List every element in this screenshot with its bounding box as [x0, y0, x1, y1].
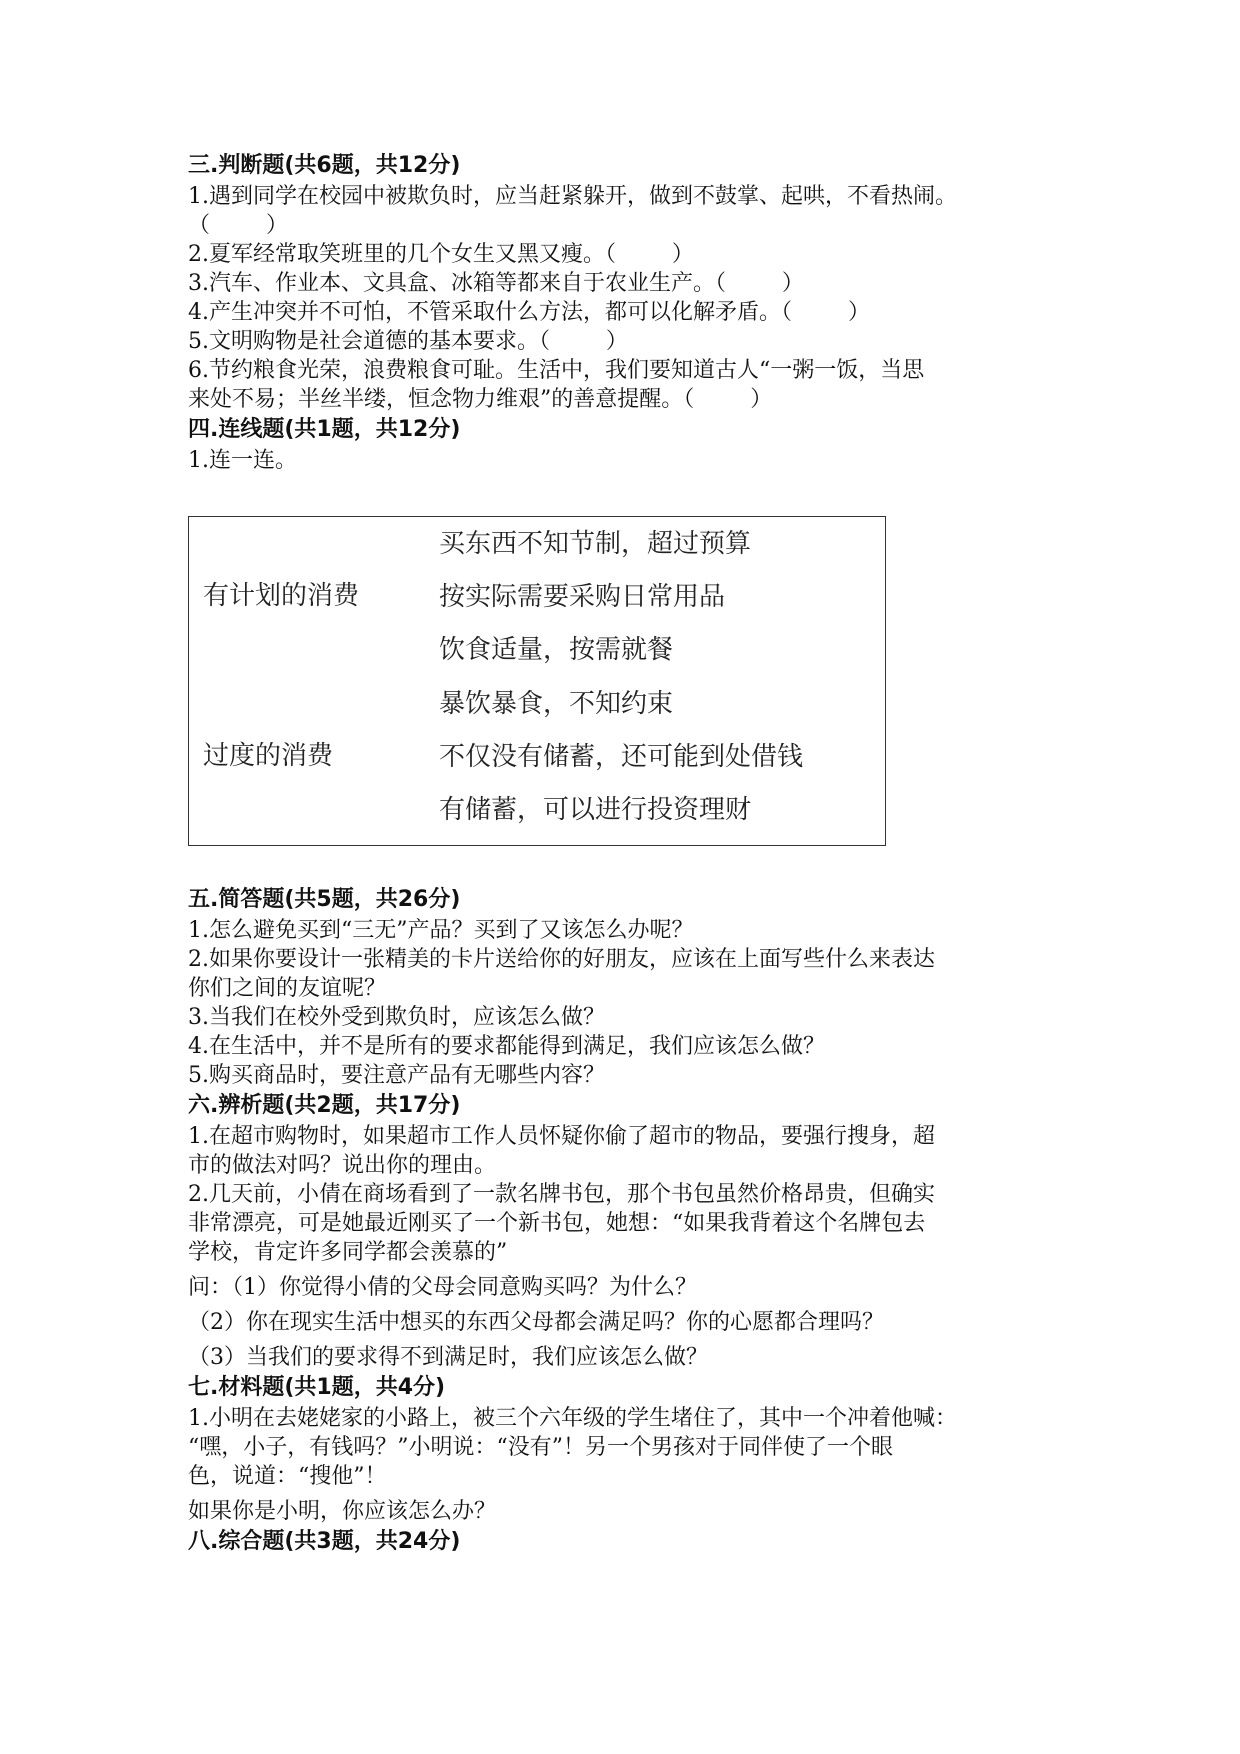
section-8-heading: 八.综合题(共3题，共24分): [188, 1529, 461, 1554]
short-q2-line1: 2.如果你要设计一张精美的卡片送给你的好朋友，应该在上面写些什么来表达: [188, 947, 935, 972]
short-q3: 3.当我们在校外受到欺负时，应该怎么做？: [188, 1005, 605, 1030]
analysis-sub3: （3）当我们的要求得不到满足时，我们应该怎么做？: [188, 1345, 708, 1370]
matching-box: [188, 516, 886, 846]
material-q1-line1: 1.小明在去姥姥家的小路上，被三个六年级的学生堵住了，其中一个冲着他喊：: [188, 1406, 957, 1431]
upper-content: [188, 150, 1068, 475]
judge-q2: 2.夏军经常取笑班里的几个女生又黑又瘦。（ ）: [188, 242, 694, 267]
judge-q6-line2: 来处不易；半丝半缕，恒念物力维艰”的善意提醒。（ ）: [188, 387, 773, 412]
short-q2-line2: 你们之间的友谊呢？: [188, 976, 387, 1001]
match-right-item[interactable]: 按实际需要采购日常用品: [439, 582, 726, 612]
lower-content: [188, 884, 1068, 1558]
judge-q3: 3.汽车、作业本、文具盒、冰箱等都来自于农业生产。（ ）: [188, 271, 804, 296]
material-q1-line2: “嘿，小子，有钱吗？”小明说：“没有”！另一个男孩对于同伴使了一个眼: [188, 1435, 893, 1460]
match-right-item[interactable]: 有储蓄，可以进行投资理财: [439, 795, 752, 825]
analysis-sub1: 问：（1）你觉得小倩的父母会同意购买吗？为什么？: [188, 1275, 697, 1300]
match-q1: 1.连一连。: [188, 448, 297, 473]
match-right-item[interactable]: 买东西不知节制，超过预算: [439, 529, 752, 559]
analysis-q2-line2: 非常漂亮，可是她最近刚买了一个新书包，她想：“如果我背着这个名牌包去: [188, 1211, 926, 1236]
judge-q5: 5.文明购物是社会道德的基本要求。（ ）: [188, 329, 628, 354]
material-ask: 如果你是小明，你应该怎么办？: [188, 1499, 497, 1524]
judge-q1-line2: （ ）: [188, 213, 288, 238]
short-q4: 4.在生活中，并不是所有的要求都能得到满足，我们应该怎么做？: [188, 1034, 825, 1059]
analysis-q2-line3: 学校，肯定许多同学都会羡慕的”: [188, 1240, 508, 1265]
short-q5: 5.购买商品时，要注意产品有无哪些内容？: [188, 1063, 605, 1088]
analysis-sub2: （2）你在现实生活中想买的东西父母都会满足吗？你的心愿都合理吗？: [188, 1310, 884, 1335]
analysis-q2-line1: 2.几天前，小倩在商场看到了一款名牌书包，那个书包虽然价格昂贵，但确实: [188, 1182, 935, 1207]
section-5-heading: 五.简答题(共5题，共26分): [188, 887, 461, 912]
match-right-item[interactable]: 暴饮暴食，不知约束: [439, 689, 674, 719]
section-6-heading: 六.辨析题(共2题，共17分): [188, 1093, 461, 1118]
judge-q1-line1: 1.遇到同学在校园中被欺负时，应当赶紧躲开，做到不鼓掌、起哄，不看热闹。: [188, 184, 957, 209]
analysis-q1-line1: 1.在超市购物时，如果超市工作人员怀疑你偷了超市的物品，要强行搜身，超: [188, 1124, 935, 1149]
section-4-heading: 四.连线题(共1题，共12分): [188, 417, 461, 442]
analysis-q1-line2: 市的做法对吗？说出你的理由。: [188, 1153, 497, 1178]
judge-q6-line1: 6.节约粮食光荣，浪费粮食可耻。生活中，我们要知道古人“一粥一饭，当思: [188, 358, 925, 383]
section-3-heading: 三.判断题(共6题，共12分): [188, 153, 461, 178]
match-left-planned[interactable]: 有计划的消费: [203, 581, 360, 611]
short-q1: 1.怎么避免买到“三无”产品？买到了又该怎么办呢？: [188, 918, 694, 943]
judge-q4: 4.产生冲突并不可怕，不管采取什么方法，都可以化解矛盾。（ ）: [188, 300, 870, 325]
material-q1-line3: 色，说道：“搜他”！: [188, 1464, 387, 1489]
match-left-excessive[interactable]: 过度的消费: [203, 741, 334, 771]
match-right-item[interactable]: 不仅没有储蓄，还可能到处借钱: [439, 742, 804, 772]
match-right-item[interactable]: 饮食适量，按需就餐: [439, 635, 674, 665]
section-7-heading: 七.材料题(共1题，共4分): [188, 1375, 446, 1400]
